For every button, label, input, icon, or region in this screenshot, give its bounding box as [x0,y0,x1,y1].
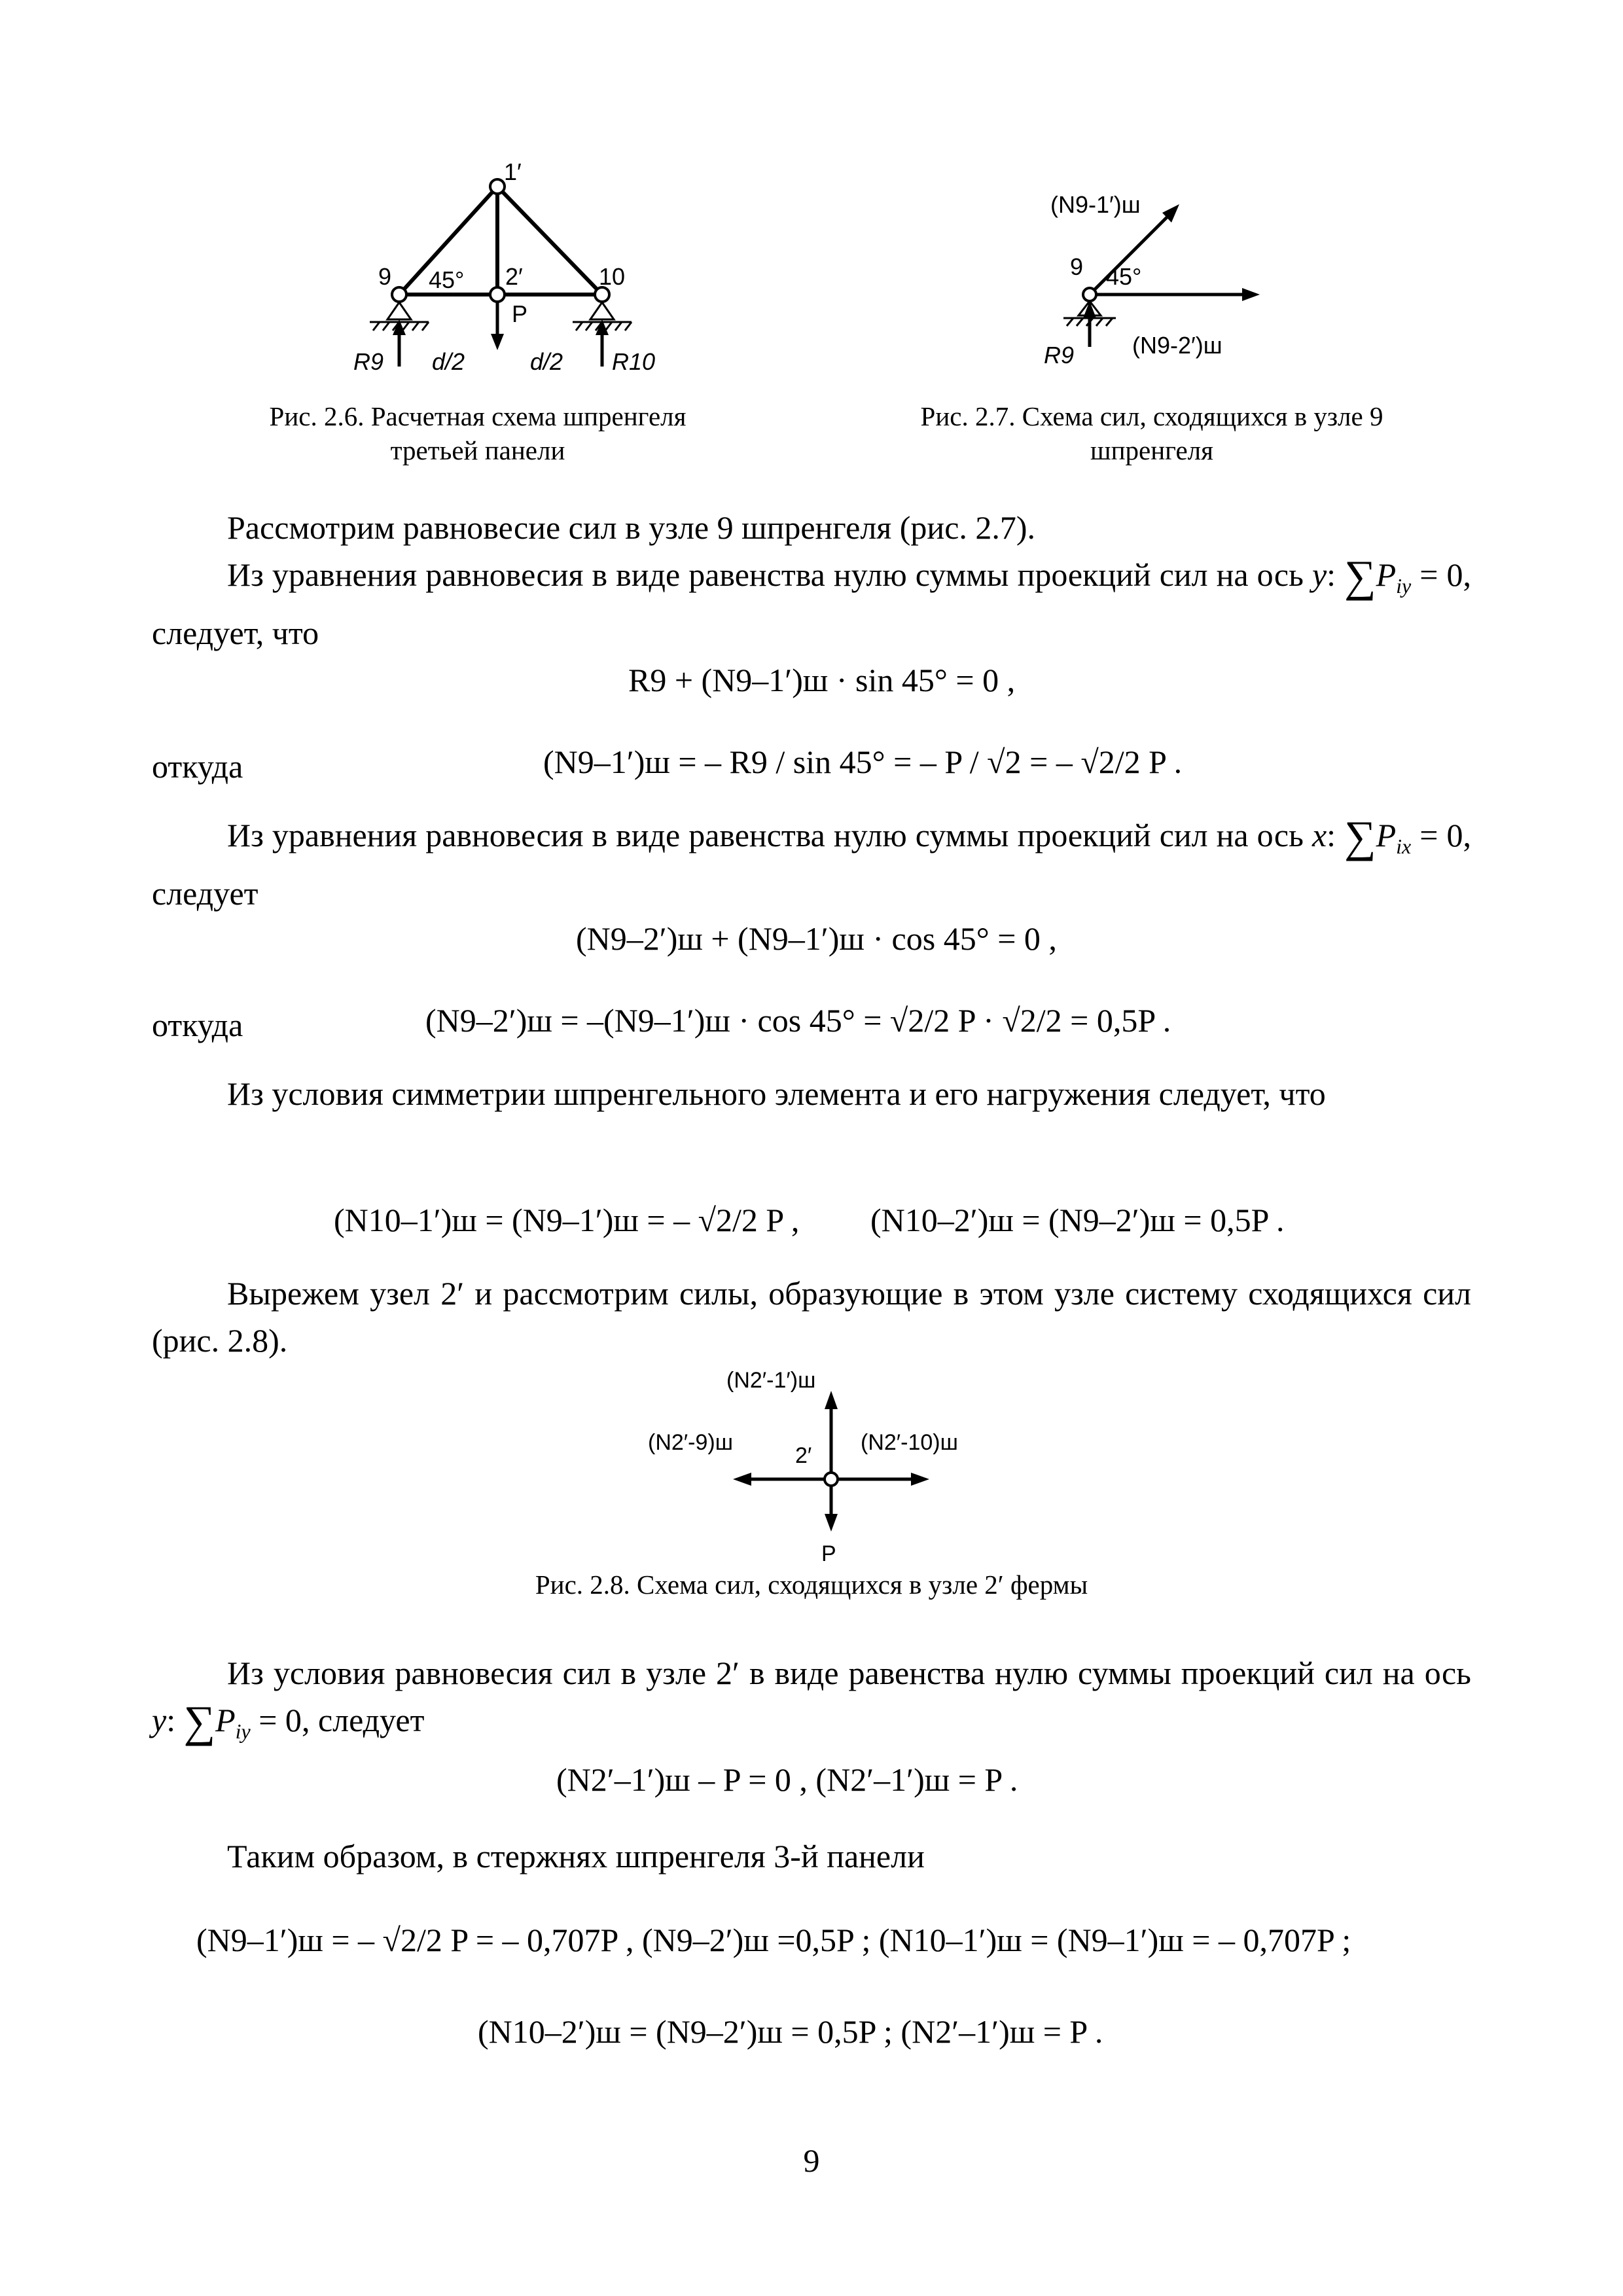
label-load: P [512,300,528,327]
paragraph-2-tail: , следует, что [152,556,1471,651]
equation-6: (N2′–1′)ш – P = 0 , (N2′–1′)ш = P . [556,1761,1018,1798]
label-n2p-10: (N2′-10)ш [861,1430,958,1455]
equation-5a: (N10–1′)ш = (N9–1′)ш = – √2/2 P , [334,1202,800,1238]
paragraph-1: Рассмотрим равновесие сил в узле 9 шпренгеля (рис. 2.7). [227,509,1036,546]
paragraph-3-text: Из уравнения равновесия в виде равенства нулю суммы проекций сил на ось [227,817,1304,853]
label-r9: R9 [353,348,384,375]
label-r9: R9 [1044,342,1075,368]
equation-1: R9 + (N9–1′)ш · sin 45° = 0 , [628,662,1016,698]
otkuda-2: откуда [152,1007,243,1043]
paragraph-3-tail: следует [152,875,259,912]
equation-8: (N10–2′)ш = (N9–2′)ш = 0,5P ; (N2′–1′)ш = P . [478,2013,1103,2050]
paragraph-6-tail: , следует [301,1702,425,1738]
paragraph-4: Из условия симметрии шпренгельного элемента и его нагружения следует, что [227,1075,1326,1112]
label-n9-2p: (N9-2′)ш [1132,332,1222,359]
label-angle: 45° [429,266,465,293]
caption-fig-2-6 [196,399,759,467]
caption-fig-2-8: Рис. 2.8. Схема сил, сходящихся в узле 2′ фермы [535,1570,1088,1600]
paragraph-3: Из уравнения равновесия в виде равенства нулю суммы проекций сил на ось x: $\sum P_{ix} = 0$, следует [152,812,1471,912]
caption-line-1: Рис. 2.7. Схема сил, сходящихся в узле 9 [920,401,1383,431]
paragraph-2: Из уравнения равновесия в виде равенства нулю суммы проекций сил на ось y: $\sum P_{iy} = 0$, следует, что [152,551,1471,651]
equation-5b: (N10–2′)ш = (N9–2′)ш = 0,5P . [870,1202,1285,1238]
figure-2-7 [1034,164,1335,373]
equation-7: (N9–1′)ш = – √2/2 P = – 0,707P , (N9–2′)ш =0,5P ; (N10–1′)ш = (N9–1′)ш = – 0,707P ; [196,1922,1351,1958]
caption-line-2: шпренгеля [1090,435,1213,465]
label-n9-1p: (N9-1′)ш [1050,191,1141,218]
label-node-9: 9 [1070,253,1084,280]
label-angle: 45° [1106,263,1142,290]
page-number: 9 [803,2142,820,2179]
paragraph-7: Таким образом, в стержнях шпренгеля 3-й панели [227,1838,925,1874]
label-node-9: 9 [378,263,392,290]
paragraph-6: Из условия равновесия сил в узле 2′ в виде равенства нулю суммы проекций сил на ось y: $\sum P_{iy} = 0$, следует [152,1655,1471,1746]
label-n2p-1p: (N2′-1′)ш [726,1368,816,1393]
caption-fig-2-7 [838,399,1466,467]
figure-2-6 [340,151,681,386]
label-node-2p: 2′ [505,263,523,290]
label-load: P [821,1541,836,1566]
equation-2: (N9–1′)ш = – R9 / sin 45° = – P / √2 = – √2/2 P . [543,744,1183,780]
label-half-1: d/2 [432,348,465,375]
caption-line-1: Рис. 2.6. Расчетная схема шпренгеля [269,401,687,431]
caption-line-2: третьей панели [390,435,565,465]
equation-4: (N9–2′)ш = –(N9–1′)ш · cos 45° = √2/2 P · √2/2 = 0,5P . [425,1002,1171,1039]
equation-3: (N9–2′)ш + (N9–1′)ш · cos 45° = 0 , [576,920,1057,957]
label-half-2: d/2 [530,348,563,375]
label-node-1p: 1′ [504,158,522,185]
label-node-10: 10 [599,263,626,290]
figure-2-8 [635,1365,1001,1568]
paragraph-2-text: Из уравнения равновесия в виде равенства нулю суммы проекций сил на ось [227,556,1304,593]
label-node-2p: 2′ [795,1443,812,1468]
otkuda-1: откуда [152,748,243,785]
label-n2p-9: (N2′-9)ш [648,1430,733,1455]
label-r10: R10 [612,348,656,375]
paragraph-6-text: Из условия равновесия сил в узле 2′ в виде равенства нулю суммы проекций сил на ось [227,1655,1471,1691]
paragraph-5: Вырежем узел 2′ и рассмотрим силы, образующие в этом узле систему сходящихся сил (рис. 2.8). [152,1275,1471,1359]
